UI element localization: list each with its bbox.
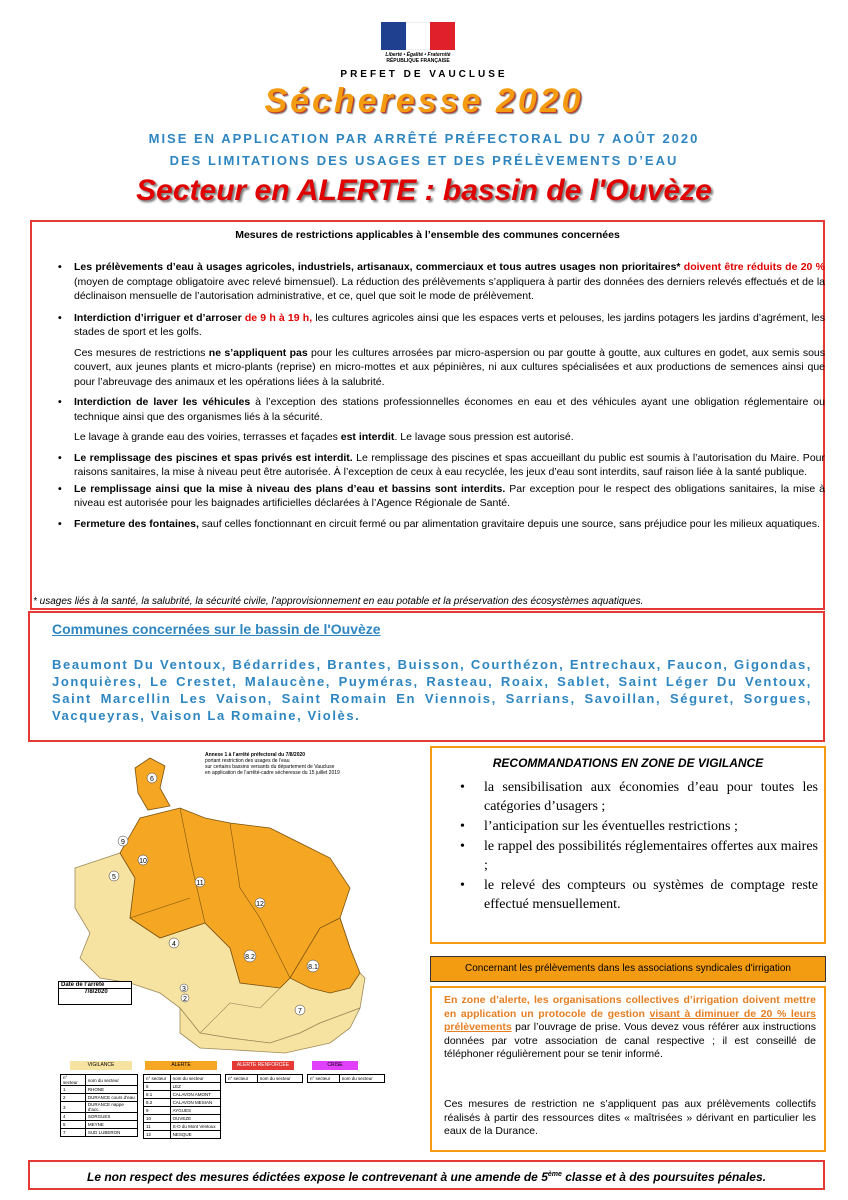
table-row bbox=[144, 1107, 221, 1115]
cell: CALAVON MESIAN bbox=[170, 1099, 220, 1107]
logo-republic: RÉPUBLIQUE FRANÇAISE bbox=[386, 58, 450, 64]
measure-street-washing bbox=[50, 430, 825, 445]
table-row bbox=[61, 1129, 138, 1137]
vig-col-num: n° secteur bbox=[61, 1075, 86, 1086]
svg-text:7: 7 bbox=[298, 1008, 302, 1015]
table-row bbox=[144, 1131, 221, 1139]
measure-fountains bbox=[50, 517, 825, 532]
svg-text:5: 5 bbox=[112, 874, 116, 881]
subtitle-2: DES LIMITATIONS DES USAGES ET DES PRÉLÈVEMENTS D’EAU bbox=[169, 153, 679, 168]
table-row bbox=[61, 1102, 138, 1113]
cell: 9 bbox=[144, 1107, 171, 1115]
map-label-4 bbox=[169, 938, 179, 948]
page-title: Sécheresse 2020 bbox=[264, 82, 584, 120]
sector-heading: Secteur en ALERTE : bassin de l'Ouvèze bbox=[136, 174, 712, 207]
svg-text:6: 6 bbox=[150, 776, 154, 783]
legend-crise: CRISE bbox=[312, 1061, 358, 1070]
svg-text:8.1: 8.1 bbox=[308, 964, 318, 971]
measure-3-text: à l’exception des stations professionnelles économes en eau et des véhicules ayant une obligation réglementaire ou technique ainsi que des organismes liés à la sécurité. bbox=[74, 396, 825, 423]
cell: DURANCE nappe d’acc. bbox=[85, 1102, 137, 1113]
table-row bbox=[144, 1115, 221, 1123]
measure-withdrawals bbox=[50, 260, 825, 304]
measure-1-text: (moyen de comptage obligatoire avec relevé bimensuel). La réduction des prélèvements s’appliquera à partir des données des derniers relevés effectués et de la déclinaison mensuelle de l’autorisation administrative, et ce, quel que soit le mode de prélèvement. bbox=[74, 275, 825, 302]
associations-paragraph-2: Ces mesures de restriction ne s’appliquent pas aux prélèvements collectifs réalisés à partir des ressources dites « maîtrisées » dérivant en particulier les eaux de la Durance. bbox=[444, 1098, 816, 1137]
measures-footnote: * usages liés à la santé, la salubrité, la sécurité civile, l’approvisionnement en eau potable et la préservation des écosystèmes aquatiques. bbox=[33, 596, 644, 607]
annexe-line-4: en application de l’arrêté-cadre sécheresse du 15 juillet 2019 bbox=[205, 770, 340, 776]
alerte-renforcee-table bbox=[225, 1074, 303, 1083]
cell: 2 bbox=[61, 1094, 86, 1102]
measure-6-text: sauf celles fonctionnant en circuit fermé ou par alimentation gravitaire depuis une source, sans préjudice pour les milieux aquatiques. bbox=[201, 517, 820, 530]
associations-box bbox=[430, 986, 826, 1152]
map-label-12 bbox=[255, 898, 265, 908]
cell: SORGUES bbox=[85, 1113, 137, 1121]
svg-text:4: 4 bbox=[172, 941, 176, 948]
measure-2-bold: Interdiction d’irriguer et d’arroser bbox=[74, 311, 242, 324]
cell: MEYNE bbox=[85, 1121, 137, 1129]
map-annexe bbox=[205, 752, 390, 776]
annexe-line-2: portant restriction des usages de l’eau bbox=[205, 758, 290, 764]
cr-col-num: n° secteur bbox=[308, 1075, 340, 1083]
cell: 6 bbox=[144, 1083, 171, 1091]
measure-1-red: doivent être réduits de 20 % bbox=[683, 261, 825, 273]
legend-vigilance: VIGILANCE bbox=[70, 1061, 132, 1070]
date-label: Date de l’arrêté bbox=[59, 982, 131, 989]
svg-text:11: 11 bbox=[196, 880, 204, 887]
measure-1-bold: Les prélèvements d’eau à usages agricoles, industriels, artisanaux, commerciaux et tous autres usages non prioritaires* bbox=[74, 261, 681, 273]
map-label-7 bbox=[295, 1005, 305, 1015]
cr-col-name: nom du secteur bbox=[339, 1075, 384, 1083]
communes-list: Beaumont Du Ventoux, Bédarrides, Brantes, Buisson, Courthézon, Entrechaux, Faucon, Gigondas, Jonquières, Le Crestet, Malaucène, Puyméras, Rasteau, Roaix, Sablet, Saint Léger Du Ventoux, Saint Marcellin Les Vaison, Saint Romain En Viennois, Sarrians, Savoillan, Séguret, Sorgues, Vacqueyras, Vaison La Romaine, Violès. bbox=[52, 657, 812, 723]
table-row bbox=[61, 1094, 138, 1102]
list-item: • l’anticipation sur les éventuelles restrictions ; bbox=[456, 817, 818, 836]
measure-4-bold: Le remplissage des piscines et spas privés est interdit. bbox=[74, 451, 353, 464]
annexe-line-1: Annexe 1 à l’arrêté préfectoral du 7/8/2020 bbox=[205, 752, 306, 758]
marianne-logo bbox=[380, 22, 456, 66]
logo-motto: Liberté • Égalité • Fraternité bbox=[385, 52, 451, 58]
date-value: 7/8/2020 bbox=[84, 989, 108, 995]
measure-ponds bbox=[50, 482, 825, 511]
measure-3b-bold: est interdit bbox=[340, 431, 395, 443]
penalty-notice bbox=[28, 1160, 825, 1190]
alerte-table bbox=[143, 1074, 221, 1139]
cell: 5 bbox=[61, 1121, 86, 1129]
associations-text: par l’ouvrage de prise. Vous devez vous référer aux instructions données par votre association de canal respective ; il est conseillé de téléphoner régulièrement pour se tenir informé. bbox=[444, 1021, 816, 1060]
ar-col-name: nom du secteur bbox=[257, 1075, 302, 1083]
measures-box bbox=[30, 220, 825, 610]
measures-heading: Mesures de restrictions applicables à l’ensemble des communes concernées bbox=[235, 229, 620, 241]
map-zone-alerte-north bbox=[135, 758, 170, 810]
map-label-6 bbox=[147, 773, 157, 783]
map-label-11 bbox=[195, 877, 205, 887]
measure-irrigation bbox=[50, 311, 825, 340]
al-col-name: nom du secteur bbox=[170, 1075, 220, 1083]
table-row bbox=[144, 1083, 221, 1091]
measure-3-bold: Interdiction de laver les véhicules bbox=[74, 396, 251, 408]
penalty-text-post: classe et à des poursuites pénales. bbox=[561, 1170, 766, 1184]
legend-alerte: ALERTE bbox=[145, 1061, 217, 1070]
measures-list bbox=[50, 260, 825, 531]
cell: 8.1 bbox=[144, 1091, 171, 1099]
measure-4-text: Le remplissage des piscines et spas accueillant du public est soumis à l’autorisation du Maire. Pour raisons sanitaires, la mise à niveau peut être autorisée. À l’exception de ceux à eau recyclée, les jeux d’eau sont interdits, sauf raison liée à la santé publique. bbox=[74, 451, 825, 478]
recommendations-box bbox=[430, 746, 826, 944]
penalty-sup: ème bbox=[547, 1171, 562, 1178]
cell: SUD LUBERON bbox=[85, 1129, 137, 1137]
cell: 11 bbox=[144, 1123, 171, 1131]
svg-text:12: 12 bbox=[256, 901, 264, 908]
map-label-10 bbox=[138, 855, 148, 865]
annexe-line-3: sur certains bassins versants du département de Vaucluse bbox=[205, 764, 335, 770]
cell: 10 bbox=[144, 1115, 171, 1123]
svg-text:9: 9 bbox=[121, 839, 125, 846]
legend-alerte-renforcee: ALERTE RENFORCÉE bbox=[232, 1061, 294, 1070]
cell: 8.2 bbox=[144, 1099, 171, 1107]
vigilance-table bbox=[60, 1074, 138, 1137]
associations-orange-text: En zone d’alerte, les organisations collectives d’irrigation doivent mettre en application un protocole de gestion bbox=[444, 994, 816, 1020]
measure-6-bold: Fermeture des fontaines, bbox=[74, 517, 199, 530]
svg-text:3: 3 bbox=[182, 986, 186, 993]
cell: OUVEZE bbox=[170, 1115, 220, 1123]
cell: 4 bbox=[61, 1113, 86, 1121]
measure-pools bbox=[50, 451, 825, 480]
table-row bbox=[61, 1121, 138, 1129]
associations-paragraph-1 bbox=[444, 994, 816, 1062]
measure-3b-pre: Le lavage à grande eau des voiries, terrasses et façades bbox=[74, 431, 338, 443]
crise-table bbox=[307, 1074, 385, 1083]
table-row bbox=[61, 1086, 138, 1094]
svg-text:10: 10 bbox=[139, 858, 147, 865]
svg-text:8.2: 8.2 bbox=[245, 954, 255, 961]
measure-2-red: de 9 h à 19 h, bbox=[244, 311, 313, 324]
cell: S-O du Mont Ventoux bbox=[170, 1123, 220, 1131]
list-item: • le rappel des possibilités réglementaires offertes aux maires ; bbox=[456, 837, 818, 875]
measure-5-text: Par exception pour le respect des obligations sanitaires, la mise à niveau est autorisée pour les baignades artificielles déclarées à l’Agence Régionale de Santé. bbox=[74, 482, 825, 509]
list-item: • le relevé des compteurs ou systèmes de comptage reste effectué mensuellement. bbox=[456, 876, 818, 914]
list-item: • la sensibilisation aux économies d’eau pour toutes les catégories d’usagers ; bbox=[456, 778, 818, 816]
measure-irrigation-exceptions bbox=[50, 346, 825, 390]
cell: CALAVON AMONT bbox=[170, 1091, 220, 1099]
associations-heading: Concernant les prélèvements dans les associations syndicales d'irrigation bbox=[430, 956, 826, 982]
cell: AYGUES bbox=[170, 1107, 220, 1115]
map-label-5 bbox=[109, 871, 119, 881]
associations-underline-text: visant à diminuer de 20 % leurs prélèvements bbox=[444, 1007, 817, 1033]
recommendations-title: RECOMMANDATIONS EN ZONE DE VIGILANCE bbox=[492, 756, 764, 770]
cell: 1 bbox=[61, 1086, 86, 1094]
recommendations-list bbox=[456, 778, 818, 915]
cell: 3 bbox=[61, 1102, 86, 1113]
measure-3b-text: . Le lavage sous pression est autorisé. bbox=[394, 431, 574, 443]
communes-box bbox=[28, 611, 825, 742]
french-flag-icon bbox=[381, 22, 455, 50]
cell: RHONE bbox=[85, 1086, 137, 1094]
measure-5-bold: Le remplissage ainsi que la mise à niveau des plans d’eau et bassins sont interdits. bbox=[74, 482, 506, 495]
ar-col-num: n° secteur bbox=[226, 1075, 258, 1083]
map-label-9 bbox=[118, 836, 128, 846]
measure-2b-text: pour les cultures arrosées par micro-aspersion ou par goutte à goutte, aux cultures en godet, aux semis sous couvert, aux jeunes plants et micro-plants (reprise) en micro-mottes et aux pépinières, ni aux cultures spécialisées et aux productions de semences ainsi que pour l’abreuvage des animaux et les opérations liées à la salubrité. bbox=[74, 346, 826, 388]
vig-col-name: nom du secteur bbox=[85, 1075, 137, 1086]
map-label-8-1 bbox=[307, 960, 319, 972]
table-row bbox=[61, 1113, 138, 1121]
measure-vehicles bbox=[50, 395, 825, 424]
measure-2-text: les cultures agricoles ainsi que les espaces verts et pelouses, les jardins potagers les jardins d’agrément, les stades de sport et les golfs. bbox=[74, 311, 825, 338]
table-row bbox=[144, 1123, 221, 1131]
svg-text:2: 2 bbox=[183, 996, 187, 1003]
measure-2b-pre: Ces mesures de restrictions bbox=[74, 346, 206, 359]
cell: NESQUE bbox=[170, 1131, 220, 1139]
communes-title: Communes concernées sur le bassin de l'Ouvèze bbox=[52, 621, 381, 637]
map-date-box bbox=[58, 981, 132, 1005]
map-label-8-2 bbox=[244, 950, 256, 962]
penalty-text-pre: Le non respect des mesures édictées expose le contrevenant à une amende de 5 bbox=[87, 1170, 548, 1184]
prefet-heading: PREFET DE VAUCLUSE bbox=[340, 69, 508, 80]
table-row bbox=[144, 1099, 221, 1107]
cell: 7 bbox=[61, 1129, 86, 1137]
cell: 12 bbox=[144, 1131, 171, 1139]
subtitle-1: MISE EN APPLICATION PAR ARRÊTÉ PRÉFECTORAL DU 7 AOÛT 2020 bbox=[148, 131, 700, 146]
table-row bbox=[144, 1091, 221, 1099]
al-col-num: n° secteur bbox=[144, 1075, 171, 1083]
cell: DURANCE cours d’eau bbox=[85, 1094, 137, 1102]
measure-2b-bold: ne s’appliquent pas bbox=[208, 346, 308, 359]
cell: LEZ bbox=[170, 1083, 220, 1091]
